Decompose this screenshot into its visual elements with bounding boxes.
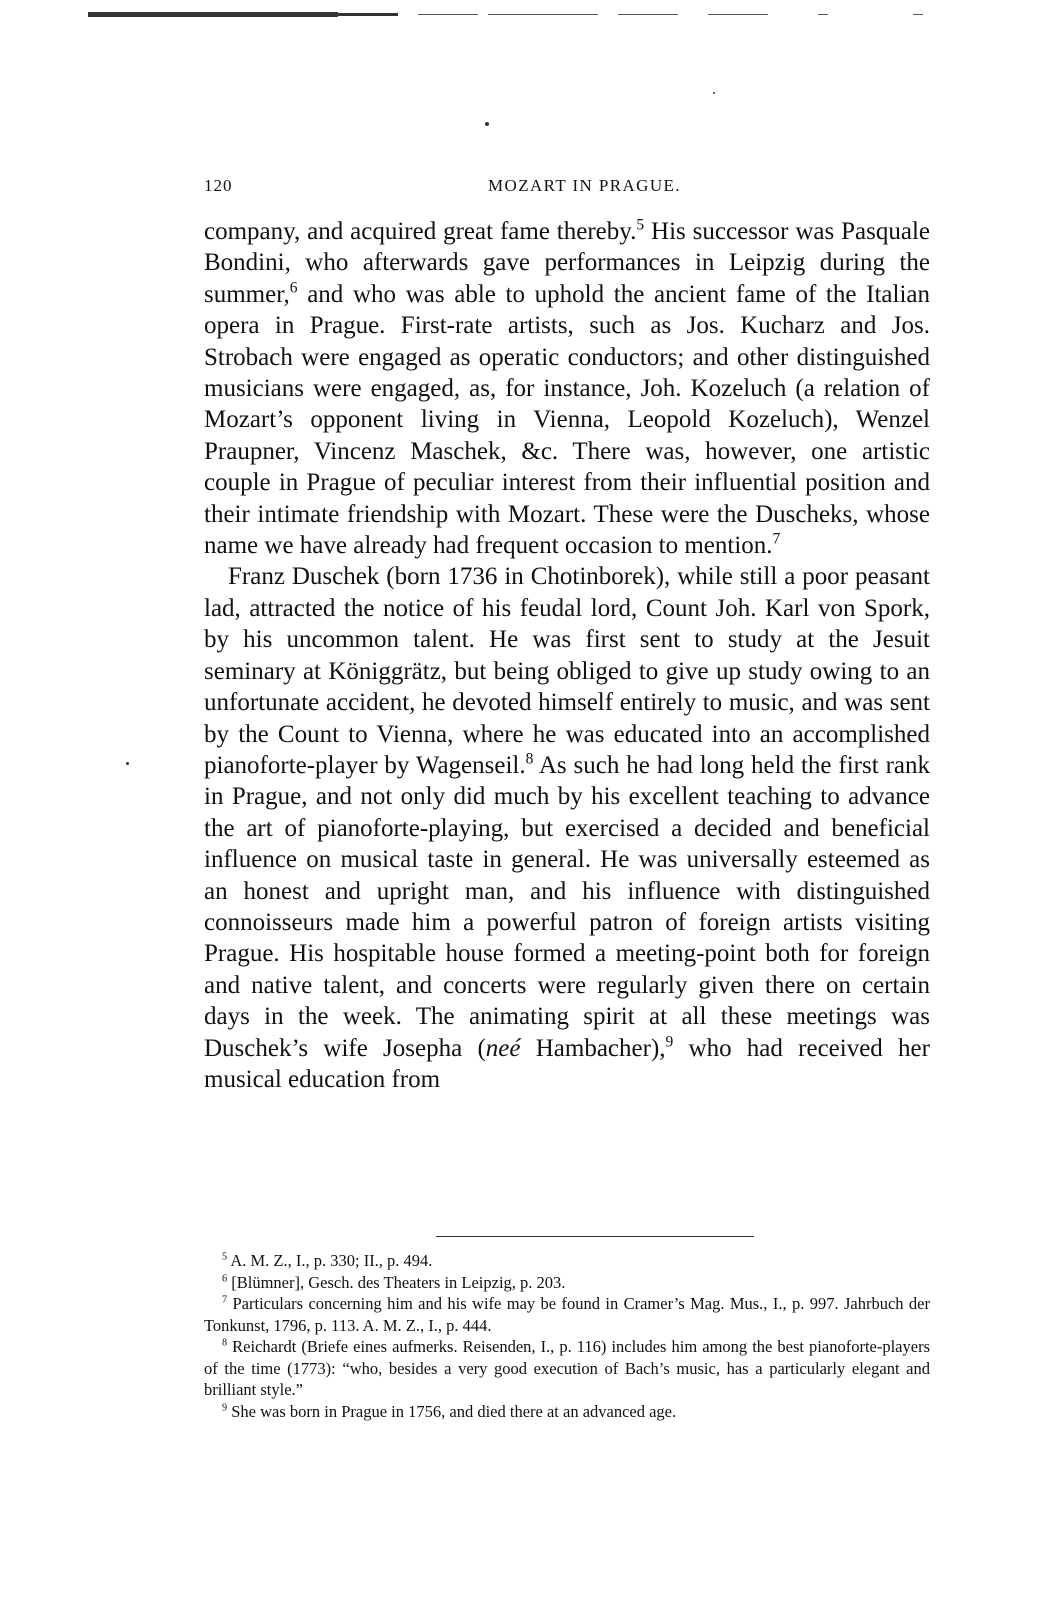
footnote-mark: 8 — [222, 1337, 228, 1349]
footnote — [204, 1401, 930, 1423]
footnote-mark: 5 — [222, 1251, 228, 1263]
scan-streak — [338, 13, 398, 16]
footnote-rule — [436, 1236, 754, 1237]
scan-artifact-top — [88, 12, 938, 18]
body-text-run: As such he had long held the first rank in Prague, and not only did much by his excellent teaching to advance the art of pianoforte-playing, but exercised a decided and beneficial influence on musical taste in general. He was universally esteemed as an honest and upright man, and his influence with distinguished connoisseurs made him a powerful patron of foreign artists visiting Prague. His hospitable house formed a meeting-point both for foreign and native talent, and concerts were regularly given there on certain days in the week. The animating spirit at all these meetings was Duschek’s wife Josepha ( — [204, 751, 930, 1062]
footnote-mark: 6 — [222, 1273, 228, 1284]
scan-dash — [618, 14, 678, 15]
page-header — [204, 176, 930, 200]
body-paragraph — [204, 216, 930, 561]
scan-speck — [485, 122, 489, 126]
body-text-run: and who was able to uphold the ancient fame of the Italian opera in Prague. First-rate artists, such as Jos. Kucharz and Jos. Strobach were engaged as operatic conductors; and other distinguished musicians were engaged, as, for instance, Joh. Kozeluch (a relation of Mozart’s opponent living in Vienna, Leopold Kozeluch), Wenzel Praupner, Vincenz Maschek, &c. There was, however, one artistic couple in Prague of peculiar interest from their influential position and their intimate friendship with Mozart. These were the Duscheks, whose name we have already had frequent occasion to mention. — [204, 280, 930, 560]
footnote-text: Reichardt (Briefe eines aufmerks. Reisenden, I., p. 116) includes him among the best pianoforte-players of the time (1773): “who, besides a very good execution of Bach’s music, has a particularly elegant and brilliant style.” — [204, 1337, 930, 1399]
page-number: 120 — [204, 176, 233, 195]
scan-dash — [913, 14, 923, 15]
italic-text: neé — [485, 1034, 521, 1062]
footnotes — [204, 1250, 930, 1422]
scan-dash — [418, 14, 478, 15]
scan-speck — [713, 92, 715, 94]
scan-speck — [126, 762, 129, 765]
body-text-run: Hambacher), — [520, 1034, 666, 1062]
footnote — [204, 1272, 930, 1294]
scan-streak — [88, 12, 338, 17]
scan-dash — [488, 14, 598, 15]
footnote-mark: 9 — [222, 1402, 228, 1413]
body-text — [204, 216, 930, 1095]
body-text-run: company, and acquired great fame thereby. — [204, 218, 637, 245]
scan-dash — [708, 14, 768, 15]
footnote-reference: 6 — [289, 279, 298, 297]
body-text-run: His successor was Pasquale Bondini, who afterwards gave performances in Leipzig during the summer, — [204, 218, 931, 308]
footnote-reference: 5 — [636, 216, 645, 234]
body-paragraph — [204, 561, 930, 1095]
footnote-reference: 8 — [525, 750, 534, 768]
running-head: MOZART IN PRAGUE. — [488, 176, 681, 195]
body-text-run: Franz Duschek (born 1736 in Chotinborek), while still a poor peasant lad, attracted the notice of his feudal lord, Count Joh. Karl von Spork, by his uncommon talent. He was first sent to study at the Jesuit seminary at Königgrätz, but being obliged to give up study owing to an unfortunate accident, he devoted himself entirely to music, and was sent by the Count to Vienna, where he was educated into an accomplished pianoforte-player by Wagenseil. — [204, 563, 930, 779]
footnote-reference: 9 — [665, 1033, 674, 1051]
footnote-text: Particulars concerning him and his wife may be found in Cramer’s Mag. Mus., I., p. 997. Jahrbuch der Tonkunst, 1796, p. 113. A. M. Z., I., p. 444. — [204, 1294, 930, 1335]
footnote — [204, 1250, 930, 1272]
footnote-text: [Blümner], Gesch. des Theaters in Leipzig, p. 203. — [227, 1272, 566, 1292]
scan-dash — [818, 14, 828, 15]
footnote-text: A. M. Z., I., p. 330; II., p. 494. — [227, 1251, 433, 1270]
body-text-run: who had received her musical education from — [204, 1034, 930, 1093]
footnote-mark: 7 — [222, 1294, 228, 1306]
footnote — [204, 1336, 930, 1401]
footnote — [204, 1293, 930, 1336]
footnote-text: She was born in Prague in 1756, and died there at an advanced age. — [227, 1401, 677, 1421]
footnote-reference: 7 — [772, 530, 781, 548]
